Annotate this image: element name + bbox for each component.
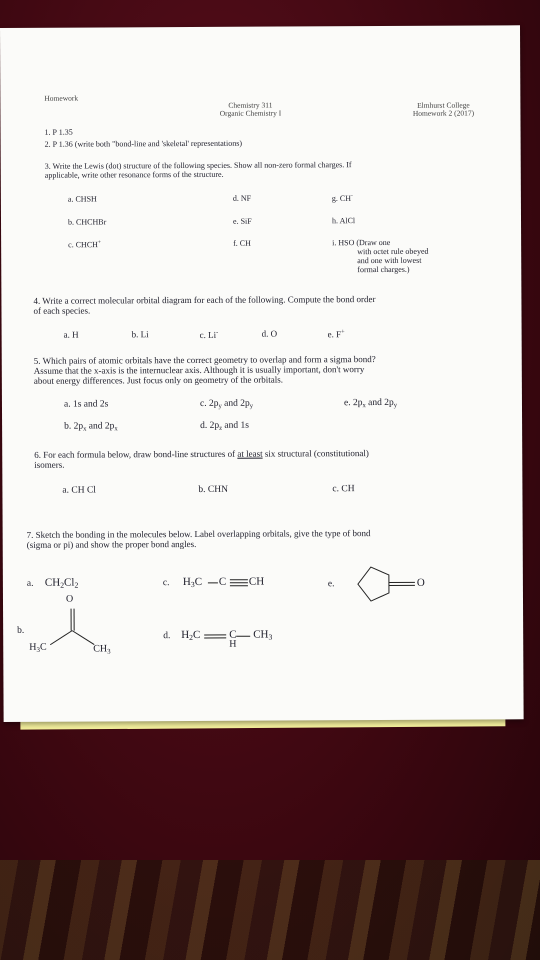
question-3-line1: 3. Write the Lewis (dot) structure of the following species. Show all non-zero formal charges. If — [44, 160, 352, 171]
q3-item-b: b. CHCHBr — [67, 217, 107, 227]
question-5-line2: Assume that the x-axis is the internuclear axis. Although it is usually important, don't worry — [33, 364, 365, 376]
acetone-oxygen: O — [65, 593, 74, 605]
cyclopentanone-oxygen: O — [416, 576, 425, 589]
q3-item-i-note-2: and one with lowest — [357, 255, 422, 266]
q3-item-f: f. CH — [233, 238, 251, 248]
question-7-line2: (sigma or pi) and show the proper bond angles. — [26, 538, 197, 550]
q7-d-label: d. — [163, 631, 171, 642]
q7-e-label: e. — [327, 579, 335, 590]
homework-sheet — [0, 25, 524, 722]
header-left: Homework — [44, 93, 79, 103]
q4-item-c: c. Li- — [199, 328, 219, 340]
q7-c-label: c. — [162, 578, 170, 589]
q3-item-g: g. CH- — [331, 193, 353, 203]
q3-item-c: c. CHCH+ — [68, 239, 102, 250]
q6-item-c: c. CH — [332, 484, 355, 495]
q5-item-c: c. $2p_y$ and $2p_y$ — [199, 398, 254, 410]
propene-c2: C — [229, 628, 237, 641]
q4-item-e: e. F+ — [327, 328, 345, 340]
q3-item-i: i. HSO (Draw one — [332, 237, 391, 248]
propyne-bonds — [206, 575, 286, 595]
propene-h-below: H — [229, 638, 237, 650]
q6-item-b: b. CHN — [198, 484, 229, 495]
question-3-line2: applicable, write other resonance forms of the structure. — [44, 169, 224, 180]
q5-item-a: a. 1s and 2s — [63, 399, 109, 410]
q7-b-label: b. — [17, 625, 25, 636]
q3-item-d: d. NF — [232, 193, 252, 203]
question-1: 1. P 1.35 — [44, 127, 73, 137]
propyne-c2: C — [218, 575, 227, 588]
q3-item-i-note-1: with octet rule obeyed — [357, 246, 429, 257]
q4-item-d: d. O — [261, 328, 278, 339]
question-5-line1: 5. Which pairs of atomic orbitals have the correct geometry to overlap and form a sigma bond? — [33, 354, 376, 366]
question-4-line1: 4. Write a correct molecular orbital diagram for each of the following. Compute the bond order — [33, 294, 376, 306]
propyne-ch: CH — [248, 575, 265, 588]
q6-item-a: a. CH Cl — [62, 485, 96, 496]
q5-item-e: e. $2p_x$ and $2p_y$ — [343, 397, 398, 410]
propene-h2: $H_2C$ — [181, 628, 201, 643]
question-6-line2: isomers. — [34, 459, 65, 470]
cyclopentanone-structure — [351, 561, 461, 612]
question-7-line1: 7. Sketch the bonding in the molecules below. Label overlapping orbitals, give the type of bond — [26, 528, 371, 540]
question-6-line1: 6. For each formula below, draw bond-line structures of at least six structural (constitutional) — [34, 448, 369, 460]
q3-item-h: h. AlCl — [331, 216, 356, 226]
q5-item-d: d. $2p_z$ and 1s — [200, 420, 249, 432]
q5-item-b: b. $2p_x$ and $2p_x$ — [64, 421, 118, 433]
q7-a-formula: $CH_2Cl_2$ — [44, 576, 79, 590]
acetone-right-methyl: $CH_3$ — [93, 643, 111, 656]
question-5-line3: about energy differences. Just focus only on geometry of the orbitals. — [33, 374, 283, 386]
header-homework: Homework 2 (2017) — [412, 108, 475, 118]
question-4-line2: of each species. — [33, 305, 91, 316]
propene-ch3: $CH_3$ — [253, 628, 273, 642]
background-fabric — [0, 860, 540, 960]
header-course-name: Organic Chemistry I — [219, 108, 282, 118]
header-college: Elmhurst College — [417, 100, 470, 110]
q3-item-e: e. SiF — [232, 216, 252, 226]
acetone-left-methyl: $H_3C$ — [29, 641, 47, 654]
q4-item-b: b. Li — [131, 329, 149, 340]
q4-item-a: a. H — [63, 329, 79, 340]
question-2: 2. P 1.36 (write both "bond-line and 'skeletal' representations) — [44, 138, 242, 149]
propyne-h3: $H_3C$ — [182, 575, 203, 590]
q3-item-a: a. CHSH — [67, 194, 97, 204]
q3-item-i-note-3: formal charges.) — [357, 264, 410, 275]
q7-a-label: a. — [26, 578, 34, 589]
header-course: Chemistry 311 — [228, 100, 273, 110]
